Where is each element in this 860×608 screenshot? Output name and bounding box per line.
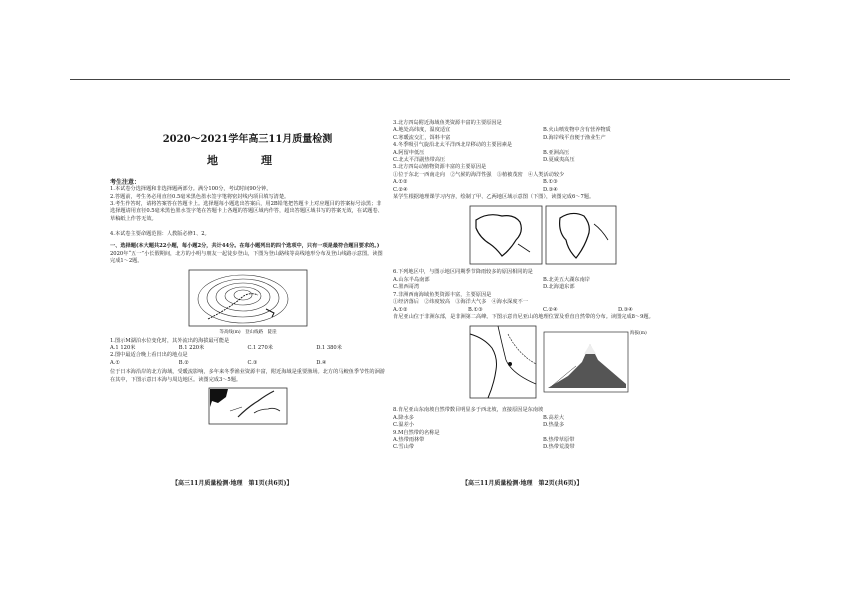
option[interactable]: B.①③ [468,306,483,313]
page-footer-right: 【高三11月质量检测·地理 第2页(共6页)】 [462,480,583,487]
option[interactable]: B.热带草原带 [543,436,575,443]
kenya-mountain-figure [448,324,647,404]
option[interactable]: A.降水多 [393,414,414,421]
exam-title: 2020～2021学年高三11月质量检测 [162,134,333,145]
option[interactable]: D.海岸线平直便于渔业生产 [543,134,606,141]
question-5-statements: ①位于东北一西南走向 ②气候的海洋性强 ③植被茂密 ④人类活动较少 [393,171,565,178]
map-legend: 等高线(m) 登山线路 陡崖 [218,329,277,335]
question-7-statements: ①经济落后 ②纬度较高 ③海洋大气多 ④海水深度不一 [393,299,528,306]
option[interactable]: D.④ [316,359,327,366]
option[interactable]: B.高差大 [543,414,565,421]
option[interactable]: A.① [110,359,121,366]
question-7-options [393,307,693,314]
option[interactable]: D.1 380米 [316,345,342,352]
notice-item: 3.考生作答时，请将答案答在答题卡上。选择题每小题选出答案后，用2B铅笔把答题卡上对应题目的答案标号涂黑；非选择题请用直径0.5毫米黑色墨水签字笔在答题卡上各题的答题区域内作答，超出答题区域书写的答案无效，在试题卷、草稿纸上作答无效。 [110,201,383,222]
question-intro: 位于日本海沿岸的北方海域，受暖流影响，多年来冬季渔业资源丰富，附近海域是重要渔场。北方的马鲛鱼季节性的洄游在其中，下图示意日本海与周边地区。读图完成3～5题。 [110,369,385,383]
option[interactable]: C.墨西哥湾 [393,284,420,291]
option[interactable]: D.③④ [618,306,633,313]
option[interactable]: A.热带雨林带 [393,436,425,443]
notice-heading: 考生注意： [110,178,141,186]
option[interactable]: A.山东半岛南部 [393,276,430,283]
exam-subject: 地 理 [207,154,288,168]
option[interactable]: C.寒暖流交汇，饵料丰富 [393,134,451,141]
option[interactable]: C.温差小 [393,422,414,429]
question-3: 3.北方四岛附近海域鱼类资源丰富的主要原因是 [393,120,502,126]
right-page [393,120,693,452]
option[interactable]: B.①③ [543,179,558,186]
question-6: 6.下列地区中，与图示地区同期季节降雨较多的原因相同的是 [393,269,533,276]
contour-map [188,269,308,335]
chart-axis-label: 海拔(m) [630,331,647,337]
option[interactable]: C.北太平洋副热带高压 [393,157,446,164]
question-intro: 2020年“五一”小长假期间，北方的小明与朋友一起徒步登山，下图为登山路线等高线地形分布及登山线路示意图。读图完成1～2题。 [110,250,383,265]
question-5-options [393,179,693,194]
option[interactable]: B.亚洲高压 [543,149,570,156]
question-6-options [393,277,693,292]
question-intro: 肯尼亚山位于非洲东部，是非洲第二高峰。下图示意肯尼亚山的地理位置及垂直自然带的分布。读图完成8～9题。 [393,313,654,320]
question-3-options [393,127,693,142]
option[interactable]: A.地处高纬度，温度适宜 [393,127,451,134]
question-8: 8.肯尼亚山东南坡自然带数目明显多于西北坡，直接原因是东南坡 [393,407,544,414]
question-2: 2.图中最适合晚上看日出的地点是 [110,352,188,359]
question-2-options [110,360,385,367]
question-9: 9.M自然带的名称是 [393,429,440,436]
japan-sea-map [208,387,288,425]
notice-item: 4.本试卷主要命题范围：人教版必修1、2。 [110,231,210,238]
left-page [110,120,385,428]
option[interactable]: C.雪山带 [393,444,414,451]
question-4: 4.冬季吸引气旋沿北太平洋西北岸移动的主要因素是 [393,142,513,149]
option[interactable]: A.阿留申低压 [393,149,425,156]
option[interactable]: B.1 220米 [178,345,205,352]
option[interactable]: D.热量多 [543,422,565,429]
top-rule [70,79,790,80]
page-footer-left: 【高三11月质量检测·地理 第1页(共6页)】 [172,480,293,487]
option[interactable]: B.火山喷发物中含有营养物质 [543,127,611,134]
notice-item: 1.本试卷分选择题和非选择题两部分。满分100分，考试时间90分钟。 [110,186,272,193]
option[interactable]: C.②④ [543,306,558,313]
option[interactable]: A.①② [393,306,408,313]
option[interactable]: D.北海道东部 [543,284,575,291]
question-9-options [393,437,693,452]
option[interactable]: D.热带荒漠带 [543,444,575,451]
question-1: 1.图示M湖泊水位变化时，其外流出的海拔最可能是 [110,337,230,344]
question-5: 5.北方四岛动植物资源丰富的主要原因是 [393,164,487,171]
question-intro: 某学生根据地理课学习内容，绘制了甲、乙两地区域示意图（下图），读图完成6～7题。 [393,194,595,201]
option[interactable]: D.③④ [543,186,558,193]
option[interactable]: C.1 270米 [247,345,273,352]
question-4-options [393,150,693,165]
section-heading: 一、选择题(本大题共22小题，每小题2分，共计44分。在每小题列出的四个选项中，只有一项是最符合题目要求的。) [110,243,380,250]
option[interactable]: B.② [178,359,189,366]
option[interactable]: B.北美五大湖东南岸 [543,276,590,283]
question-7: 7.非洲西南海域鱼类资源丰富，主要原因是 [393,291,492,298]
region-maps [468,204,618,266]
question-8-options [393,415,693,430]
option[interactable]: C.②④ [393,186,408,193]
option[interactable]: A.①② [393,179,408,186]
option[interactable]: C.③ [247,359,258,366]
option[interactable]: D.夏威夷高压 [543,157,575,164]
option[interactable]: A.1 120米 [110,345,136,352]
notice-item: 2.答题前，考生务必用直径0.5毫米黑色墨水签字笔将密封线内项目填写清楚。 [110,193,290,200]
